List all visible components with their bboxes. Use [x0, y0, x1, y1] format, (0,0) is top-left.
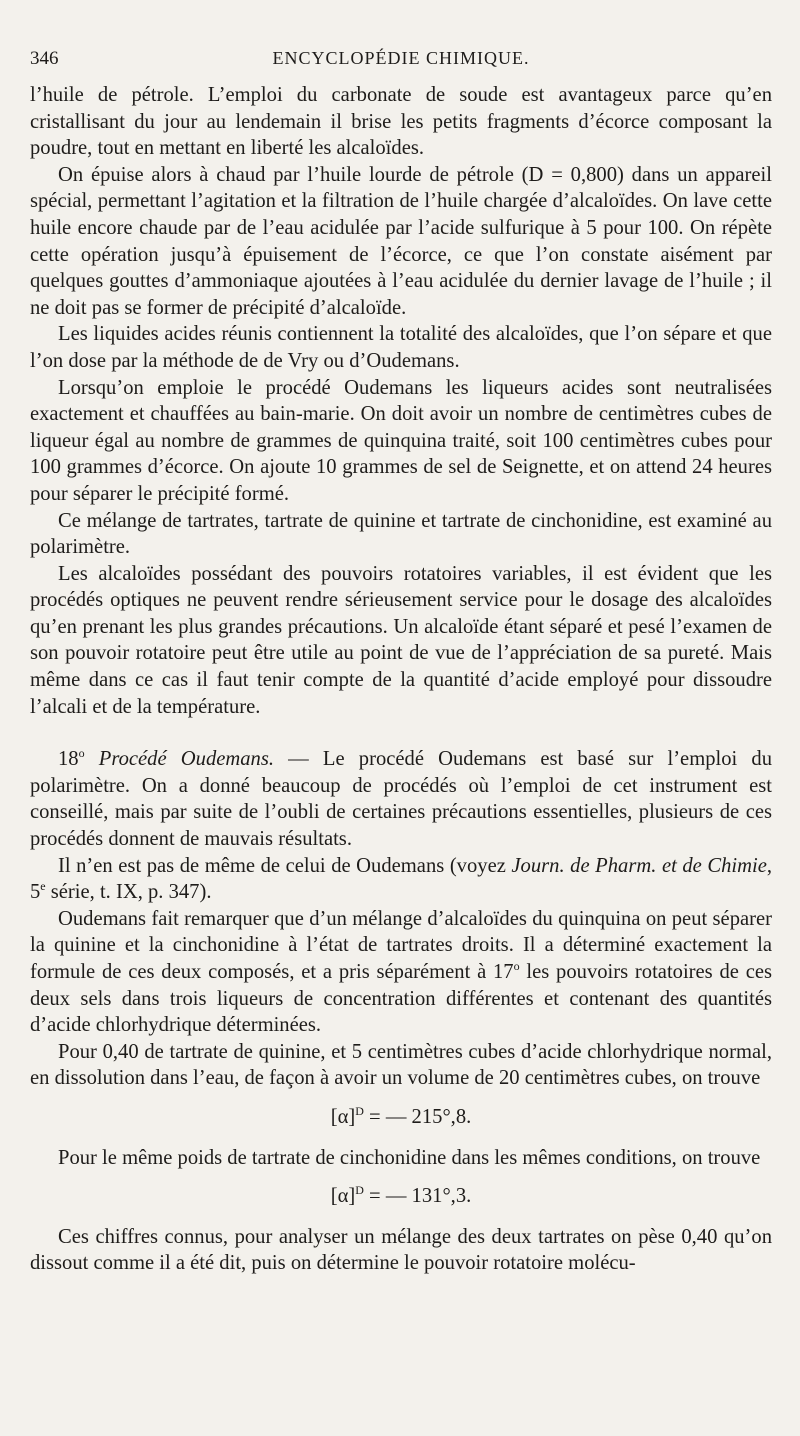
page-number: 346 [30, 48, 59, 69]
paragraph-cinchonidine: Pour le même poids de tartrate de cinchonidine dans les mêmes conditions, on trouve [58, 1146, 761, 1169]
paragraph-5: Ce mélange de tartrates, tartrate de quinine et tartrate de cinchonidine, est examiné au polarimètre. [30, 509, 772, 559]
paragraph-3: Les liquides acides réunis contiennent la totalité des alcaloïdes, que l’on sépare et que l’on dose par la méthode de de Vry ou d’Oudemans. [30, 323, 772, 372]
paragraph-2: On épuise alors à chaud par l’huile lourde de pétrole (D = 0,800) dans un appareil spécial, permettant l’agitation et la filtration de l’huile chargée d’alcaloïdes. On lave cette huile encore chaude par de l’eau acidulée par l’acide sulfurique à 5 pour 100. On répète cette opération jusqu’à épuisement de l’écorce, ce que l’on constate aisément par quelques gouttes d’ammoniaque ajoutées à l’eau acidulée du dernier lavage de l’huile ; il ne doit pas se former de précipité d’alcaloïde. [30, 163, 772, 319]
paragraph-1: l’huile de pétrole. L’emploi du carbonate de soude est avantageux parce qu’en cristallisant du jour au lendemain il brise les petits fragments d’écorce composant la poudre, tout en mettant en liberté les alcaloïdes. [30, 84, 772, 160]
paragraph-final: Ces chiffres connus, pour analyser un mélange des deux tartrates on pèse 0,40 qu’on dissout comme il a été dit, puis on détermine le pouvoir rotatoire molécu- [30, 1225, 772, 1275]
body-text [30, 82, 772, 1277]
formula-cinchonidine: $[\alpha]^D$ = — 131°,3. [330, 1183, 472, 1208]
running-title: ENCYCLOPÉDIE CHIMIQUE. [272, 48, 530, 68]
paragraph-reference: Il n’en est pas de même de celui de Oudemans (voyez Journ. de Pharm. et de Chimie, 5e série, t. IX, p. 347). [30, 854, 773, 904]
journal-title: Journ. de Pharm. et de Chimie [511, 854, 767, 877]
paragraph-6: Les alcaloïdes possédant des pouvoirs rotatoires variables, il est évident que les procédés optiques ne peuvent rendre sérieusement service pour le dosage des alcaloïdes qu’en prenant les plus grandes précautions. Un alcaloïde étant séparé et pesé l’examen de son pouvoir rotatoire peut être utile au point de vue de l’appréciation de sa pureté. Mais même dans ce cas il faut tenir compte de la quantité d’acide employé pour dissoudre l’alcali et de la température. [30, 562, 772, 718]
paragraph-oudemans: Oudemans fait remarquer que d’un mélange d’alcaloïdes du quinquina on peut séparer la quinine et la cinchonidine à l’état de tartrates droits. Il a déterminé exactement la formule de ces deux composés, et a pris séparément à 17$^o$ les pouvoirs rotatoires de ces deux sels dans trois liqueurs de concentration différentes et contenant des quantités d’acide chlorhydrique déterminées. [30, 907, 773, 1037]
section-title: Procédé Oudemans. [98, 748, 275, 771]
section-number-suffix: o [78, 746, 85, 761]
section-heading-paragraph [30, 746, 772, 852]
formula-quinine: $[\alpha]^D$ = — 215°,8. [330, 1104, 472, 1128]
section-body: — Le procédé Oudemans est basé sur l’emploi du polarimètre. On a donné beaucoup de procédés où l’emploi de cet instrument est conseillé, mais par suite de l’oubli de certaines précautions essentielles, plusieurs de ces procédés donnent de mauvais résultats. [30, 748, 773, 851]
paragraph-quinine: Pour 0,40 de tartrate de quinine, et 5 centimètres cubes d’acide chlorhydrique normal, en dissolution dans l’eau, de façon à avoir un volume de 20 centimètres cubes, on trouve [30, 1040, 772, 1090]
running-header [30, 48, 772, 78]
section-number: 18 [58, 748, 79, 771]
paragraph-4: Lorsqu’on emploie le procédé Oudemans les liqueurs acides sont neutralisées exactement et chauffées au bain-marie. On doit avoir un nombre de centimètres cubes de liqueur égal au nombre de grammes de quinquina traité, soit 100 centimètres cubes pour 100 grammes d’écorce. On ajoute 10 grammes de sel de Seignette, et on attend 24 heures pour séparer le précipité formé. [30, 376, 772, 505]
